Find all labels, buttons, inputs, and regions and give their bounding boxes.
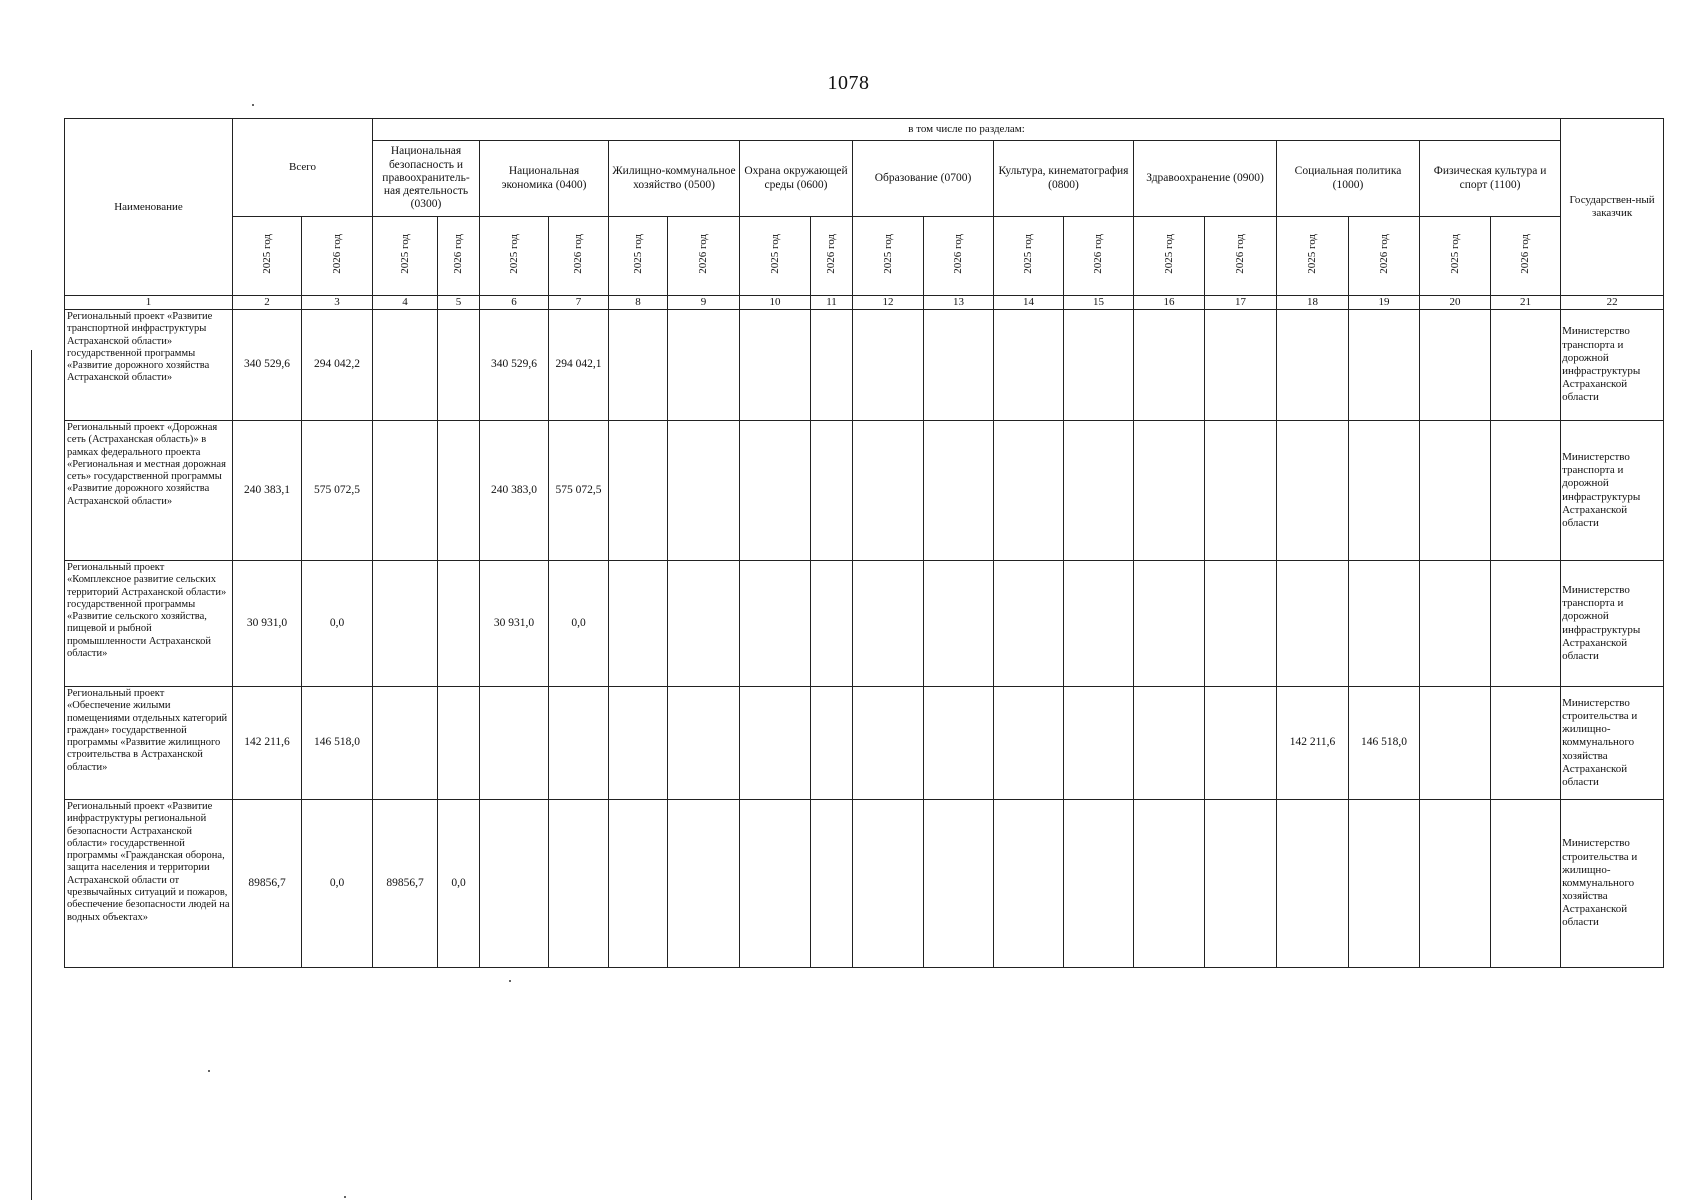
- value-cell: 0,0: [302, 561, 373, 687]
- column-number: 14: [994, 296, 1064, 310]
- value-cell: [994, 687, 1064, 800]
- scan-speck: [208, 1070, 210, 1072]
- section-header-0400: Национальная экономика (0400): [480, 141, 609, 217]
- budget-table: [64, 118, 1664, 968]
- year-label: 2025 год: [881, 234, 894, 275]
- year-label: 2026 год: [952, 234, 965, 275]
- value-cell: [853, 800, 924, 968]
- section-header-1100: Физическая культура и спорт (1100): [1420, 141, 1561, 217]
- section-header-0600: Охрана окружающей среды (0600): [740, 141, 853, 217]
- value-cell: 89856,7: [233, 800, 302, 968]
- customer-cell: Министерство строительства и жилищно-коммунального хозяйства Астраханской области: [1561, 687, 1664, 800]
- value-cell: 142 211,6: [1277, 687, 1349, 800]
- year-header: [1205, 217, 1277, 296]
- value-cell: [740, 310, 811, 421]
- table-row: [65, 800, 1664, 968]
- year-header-row: [65, 217, 1664, 296]
- year-header: [233, 217, 302, 296]
- value-cell: [609, 800, 668, 968]
- year-label: 2025 год: [1306, 234, 1319, 275]
- value-cell: [1277, 310, 1349, 421]
- value-cell: [924, 561, 994, 687]
- value-cell: 240 383,0: [480, 421, 549, 561]
- year-label: 2026 год: [1519, 234, 1532, 275]
- value-cell: 89856,7: [373, 800, 438, 968]
- page-number: 1078: [827, 72, 870, 94]
- value-cell: [438, 421, 480, 561]
- value-cell: 30 931,0: [233, 561, 302, 687]
- value-cell: [994, 561, 1064, 687]
- table-row: [65, 561, 1664, 687]
- value-cell: [1205, 687, 1277, 800]
- value-cell: [924, 687, 994, 800]
- value-cell: [1134, 687, 1205, 800]
- year-label: 2026 год: [1234, 234, 1247, 275]
- value-cell: 0,0: [549, 561, 609, 687]
- value-cell: [373, 561, 438, 687]
- value-cell: [1205, 561, 1277, 687]
- year-label: 2025 год: [1448, 234, 1461, 275]
- value-cell: [609, 421, 668, 561]
- value-cell: [924, 310, 994, 421]
- value-cell: [853, 687, 924, 800]
- year-header: [373, 217, 438, 296]
- column-number: 1: [65, 296, 233, 310]
- year-header: [994, 217, 1064, 296]
- row-name: Региональный проект «Развитие инфраструктуры региональной безопасности Астраханской области» государственной программы «Гражданская оборона, защита населения и территории Астраханской области от чрезвычайных ситуаций и пожаров, обеспечение безопасности людей на водных объектах»: [65, 800, 233, 968]
- value-cell: [740, 800, 811, 968]
- table-row: [65, 310, 1664, 421]
- value-cell: 0,0: [438, 800, 480, 968]
- value-cell: [853, 421, 924, 561]
- value-cell: [438, 687, 480, 800]
- value-cell: [1491, 561, 1561, 687]
- column-number: 20: [1420, 296, 1491, 310]
- year-header: [1349, 217, 1420, 296]
- value-cell: [1277, 800, 1349, 968]
- value-cell: [994, 800, 1064, 968]
- value-cell: 294 042,1: [549, 310, 609, 421]
- column-number: 16: [1134, 296, 1205, 310]
- year-header: [668, 217, 740, 296]
- customer-cell: Министерство транспорта и дорожной инфраструктуры Астраханской области: [1561, 310, 1664, 421]
- column-number: 15: [1064, 296, 1134, 310]
- year-label: 2026 год: [1377, 234, 1390, 275]
- value-cell: 340 529,6: [480, 310, 549, 421]
- column-number: 7: [549, 296, 609, 310]
- value-cell: [740, 561, 811, 687]
- value-cell: [438, 310, 480, 421]
- column-number: 17: [1205, 296, 1277, 310]
- value-cell: [668, 687, 740, 800]
- column-number: 22: [1561, 296, 1664, 310]
- column-number: 10: [740, 296, 811, 310]
- value-cell: [373, 310, 438, 421]
- value-cell: [811, 421, 853, 561]
- value-cell: 0,0: [302, 800, 373, 968]
- value-cell: [853, 310, 924, 421]
- total-header: Всего: [233, 119, 373, 217]
- year-header: [811, 217, 853, 296]
- column-number: 3: [302, 296, 373, 310]
- year-label: 2025 год: [507, 234, 520, 275]
- value-cell: [1134, 421, 1205, 561]
- value-cell: 30 931,0: [480, 561, 549, 687]
- year-header: [1134, 217, 1205, 296]
- year-label: 2026 год: [572, 234, 585, 275]
- value-cell: 294 042,2: [302, 310, 373, 421]
- value-cell: [1420, 800, 1491, 968]
- value-cell: [1277, 561, 1349, 687]
- scan-speck: [509, 980, 511, 982]
- value-cell: [668, 421, 740, 561]
- value-cell: 146 518,0: [1349, 687, 1420, 800]
- column-number: 2: [233, 296, 302, 310]
- customer-cell: Министерство строительства и жилищно-коммунального хозяйства Астраханской области: [1561, 800, 1664, 968]
- value-cell: [1491, 800, 1561, 968]
- table-row: [65, 421, 1664, 561]
- value-cell: [668, 310, 740, 421]
- section-header-0300: Национальная безопасность и правоохранитель-ная деятельность (0300): [373, 141, 480, 217]
- row-name: Региональный проект «Комплексное развитие сельских территорий Астраханской области» государственной программы «Развитие сельского хозяйства, пищевой и рыбной промышленности Астраханской области»: [65, 561, 233, 687]
- value-cell: [1205, 421, 1277, 561]
- column-number: 13: [924, 296, 994, 310]
- value-cell: [609, 687, 668, 800]
- column-number: 19: [1349, 296, 1420, 310]
- year-label: 2025 год: [631, 234, 644, 275]
- value-cell: [740, 687, 811, 800]
- column-number: 11: [811, 296, 853, 310]
- column-number: 21: [1491, 296, 1561, 310]
- column-number-row: [65, 296, 1664, 310]
- value-cell: [1064, 310, 1134, 421]
- row-name: Региональный проект «Развитие транспортной инфраструктуры Астраханской области» государственной программы «Развитие дорожного хозяйства Астраханской области»: [65, 310, 233, 421]
- year-header: [1064, 217, 1134, 296]
- year-label: 2026 год: [825, 234, 838, 275]
- margin-line: [31, 350, 32, 1200]
- year-header: [1420, 217, 1491, 296]
- value-cell: 575 072,5: [549, 421, 609, 561]
- value-cell: [1349, 310, 1420, 421]
- name-header: Наименование: [65, 119, 233, 296]
- year-header: [438, 217, 480, 296]
- value-cell: [811, 800, 853, 968]
- value-cell: [1349, 800, 1420, 968]
- value-cell: [1134, 310, 1205, 421]
- value-cell: [1205, 800, 1277, 968]
- value-cell: [549, 800, 609, 968]
- year-header: [1491, 217, 1561, 296]
- value-cell: [853, 561, 924, 687]
- value-cell: [668, 800, 740, 968]
- year-header: [853, 217, 924, 296]
- value-cell: [811, 561, 853, 687]
- year-label: 2026 год: [1092, 234, 1105, 275]
- value-cell: 142 211,6: [233, 687, 302, 800]
- value-cell: [924, 421, 994, 561]
- year-label: 2025 год: [768, 234, 781, 275]
- value-cell: [924, 800, 994, 968]
- value-cell: [480, 687, 549, 800]
- year-label: 2026 год: [452, 234, 465, 275]
- year-header: [924, 217, 994, 296]
- year-header: [549, 217, 609, 296]
- value-cell: [1420, 421, 1491, 561]
- value-cell: [1064, 561, 1134, 687]
- row-name: Региональный проект «Дорожная сеть (Астраханская область)» в рамках федерального проекта «Региональная и местная дорожная сеть» государственной программы «Развитие дорожного хозяйства Астраханской области»: [65, 421, 233, 561]
- value-cell: [1420, 687, 1491, 800]
- value-cell: [1064, 421, 1134, 561]
- section-header-1000: Социальная политика (1000): [1277, 141, 1420, 217]
- value-cell: [811, 687, 853, 800]
- value-cell: [480, 800, 549, 968]
- value-cell: [1205, 310, 1277, 421]
- value-cell: [1277, 421, 1349, 561]
- section-header-0900: Здравоохранение (0900): [1134, 141, 1277, 217]
- year-label: 2025 год: [398, 234, 411, 275]
- value-cell: [1491, 421, 1561, 561]
- value-cell: [1491, 310, 1561, 421]
- value-cell: [994, 310, 1064, 421]
- column-number: 12: [853, 296, 924, 310]
- column-number: 18: [1277, 296, 1349, 310]
- value-cell: [1064, 687, 1134, 800]
- year-label: 2026 год: [697, 234, 710, 275]
- value-cell: [373, 687, 438, 800]
- year-label: 2025 год: [1022, 234, 1035, 275]
- value-cell: 240 383,1: [233, 421, 302, 561]
- column-number: 8: [609, 296, 668, 310]
- column-number: 6: [480, 296, 549, 310]
- value-cell: [1064, 800, 1134, 968]
- value-cell: 575 072,5: [302, 421, 373, 561]
- year-label: 2025 год: [1162, 234, 1175, 275]
- column-number: 4: [373, 296, 438, 310]
- row-name: Региональный проект «Обеспечение жилыми помещениями отдельных категорий граждан» государственной программы «Развитие жилищного строительства в Астраханской области»: [65, 687, 233, 800]
- value-cell: [1349, 561, 1420, 687]
- value-cell: [668, 561, 740, 687]
- value-cell: [373, 421, 438, 561]
- value-cell: 340 529,6: [233, 310, 302, 421]
- customer-cell: Министерство транспорта и дорожной инфраструктуры Астраханской области: [1561, 561, 1664, 687]
- section-header-0800: Культура, кинематография (0800): [994, 141, 1134, 217]
- value-cell: [438, 561, 480, 687]
- year-header: [1277, 217, 1349, 296]
- value-cell: [811, 310, 853, 421]
- year-label: 2025 год: [260, 234, 273, 275]
- year-header: [480, 217, 549, 296]
- scan-speck: [252, 104, 254, 106]
- section-header-0700: Образование (0700): [853, 141, 994, 217]
- value-cell: [1420, 310, 1491, 421]
- year-label: 2026 год: [330, 234, 343, 275]
- value-cell: [1491, 687, 1561, 800]
- value-cell: [1134, 800, 1205, 968]
- scan-speck: [344, 1196, 346, 1198]
- value-cell: [1134, 561, 1205, 687]
- value-cell: [1420, 561, 1491, 687]
- value-cell: [1349, 421, 1420, 561]
- value-cell: [609, 310, 668, 421]
- customer-cell: Министерство транспорта и дорожной инфраструктуры Астраханской области: [1561, 421, 1664, 561]
- value-cell: [740, 421, 811, 561]
- table-row: [65, 687, 1664, 800]
- section-header-0500: Жилищно-коммунальное хозяйство (0500): [609, 141, 740, 217]
- sections-header: в том числе по разделам:: [373, 119, 1561, 141]
- value-cell: [994, 421, 1064, 561]
- year-header: [740, 217, 811, 296]
- value-cell: 146 518,0: [302, 687, 373, 800]
- customer-header: Государствен-ный заказчик: [1561, 119, 1664, 296]
- column-number: 9: [668, 296, 740, 310]
- year-header: [609, 217, 668, 296]
- year-header: [302, 217, 373, 296]
- value-cell: [549, 687, 609, 800]
- column-number: 5: [438, 296, 480, 310]
- value-cell: [609, 561, 668, 687]
